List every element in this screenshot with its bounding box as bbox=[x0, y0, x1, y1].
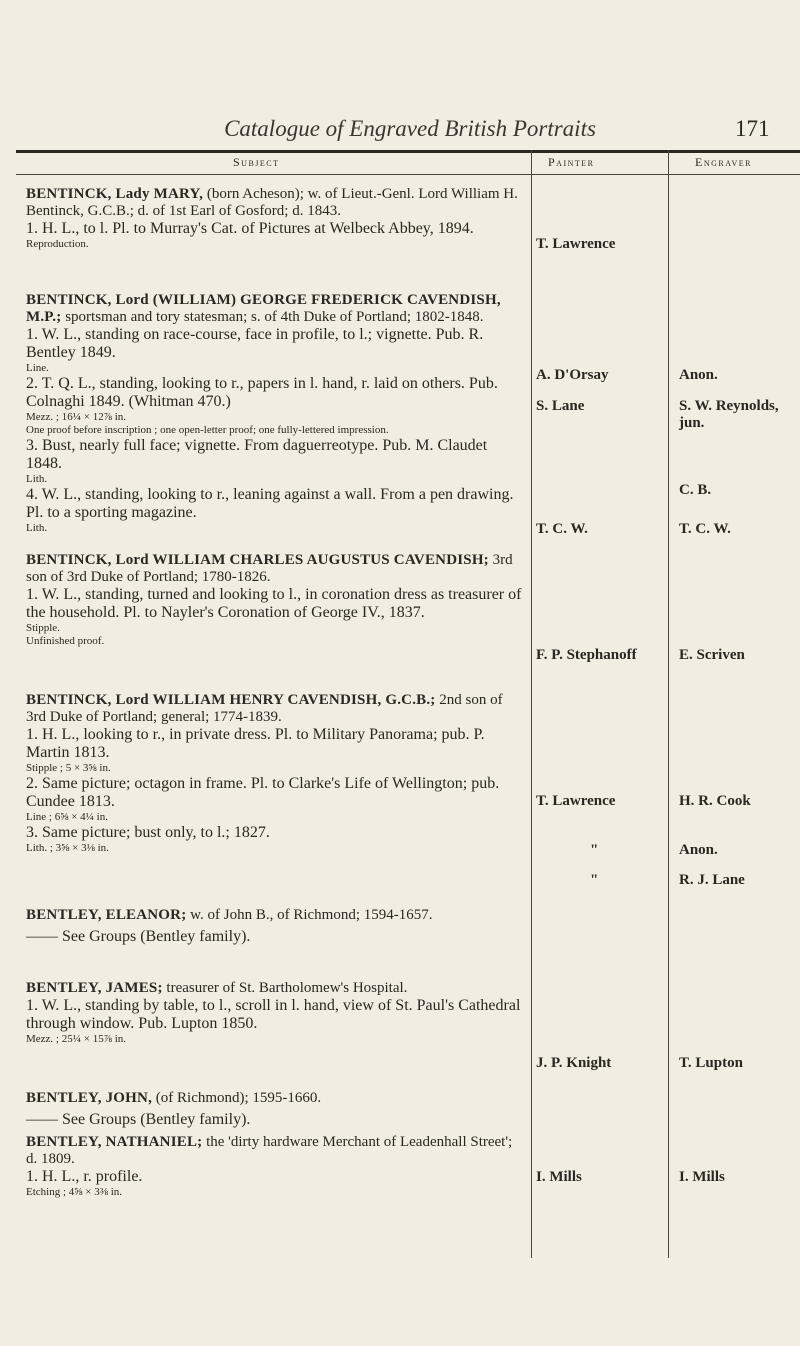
entry-nathaniel bbox=[26, 1134, 526, 1199]
item-note: Reproduction. bbox=[26, 238, 89, 250]
entry-henry bbox=[26, 692, 526, 855]
entry-desc: sportsman and tory statesman; s. of 4th Duke of Portland; 1802-1848. bbox=[65, 309, 484, 325]
portrait-item: 2. T. Q. L., standing, looking to r., papers in l. hand, r. laid on others. Pub. Colnaghi 1849. (Whitman 470.) bbox=[26, 375, 498, 410]
painter-cell: T. Lawrence bbox=[536, 236, 616, 252]
portrait-item: 1. W. L., standing by table, to l., scroll in l. hand, view of St. Paul's Cathedral through window. Pub. Lupton 1850. bbox=[26, 997, 521, 1032]
cross-reference: —— See Groups (Bentley family). bbox=[26, 1111, 251, 1128]
item-note: Mezz. ; 25¼ × 15⅞ in. bbox=[26, 1033, 126, 1045]
column-header-subject: Subject bbox=[233, 155, 280, 169]
cross-reference: —— See Groups (Bentley family). bbox=[26, 928, 251, 945]
portrait-item: 1. H. L., to l. Pl. to Murray's Cat. of Pictures at Welbeck Abbey, 1894. bbox=[26, 220, 474, 237]
engraver-cell: R. J. Lane bbox=[679, 872, 745, 888]
column-header-engraver: Engraver bbox=[695, 155, 752, 169]
painter-cell: T. Lawrence bbox=[536, 793, 616, 809]
entry-name: BENTINCK, Lady MARY, bbox=[26, 186, 204, 202]
item-note: Lith. bbox=[26, 473, 48, 485]
portrait-item: 1. W. L., standing on race-course, face in profile, to l.; vignette. Pub. R. Bentley 1849. bbox=[26, 326, 484, 361]
top-rule bbox=[16, 150, 800, 153]
item-note: Lith. ; 3⅝ × 3⅛ in. bbox=[26, 842, 109, 854]
item-note: Stipple ; 5 × 3⅝ in. bbox=[26, 762, 111, 774]
painter-cell: S. Lane bbox=[536, 398, 585, 414]
painter-cell-ditto: " bbox=[590, 842, 599, 858]
entry-john bbox=[26, 1090, 526, 1129]
entry-name: BENTLEY, NATHANIEL; bbox=[26, 1134, 203, 1150]
entry-desc: 2nd son of 3rd Duke of Portland; general; 1774-1839. bbox=[26, 692, 503, 725]
portrait-item: 4. W. L., standing, looking to r., leaning against a wall. From a pen drawing. Pl. to a sporting magazine. bbox=[26, 486, 514, 521]
painter-cell-ditto: " bbox=[590, 872, 599, 888]
painter-cell: T. C. W. bbox=[536, 521, 588, 537]
portrait-item: 1. H. L., r. profile. bbox=[26, 1168, 143, 1185]
column-divider-2 bbox=[668, 150, 669, 1258]
item-note: Stipple. bbox=[26, 622, 60, 634]
entry-name: BENTLEY, ELEANOR; bbox=[26, 907, 187, 923]
portrait-item: 1. H. L., looking to r., in private dress. Pl. to Military Panorama; pub. P. Martin 1813. bbox=[26, 726, 485, 761]
page-number: 171 bbox=[735, 116, 770, 141]
portrait-item: 1. W. L., standing, turned and looking to l., in coronation dress as treasurer of the household. Pl. to Nayler's Coronation of George IV., 1837. bbox=[26, 586, 522, 621]
painter-cell: J. P. Knight bbox=[536, 1055, 612, 1071]
running-title: Catalogue of Engraved British Portraits bbox=[224, 116, 596, 141]
entry-george bbox=[26, 292, 526, 535]
engraver-cell: T. C. W. bbox=[679, 521, 731, 537]
item-note: Mezz. ; 16¼ × 12⅞ in. bbox=[26, 411, 126, 423]
entry-eleanor bbox=[26, 907, 526, 946]
entry-desc: 3rd son of 3rd Duke of Portland; 1780-1826. bbox=[26, 552, 513, 585]
engraver-cell: H. R. Cook bbox=[679, 793, 751, 809]
engraver-cell: S. W. Reynolds, jun. bbox=[679, 398, 779, 431]
entry-name: BENTINCK, Lord WILLIAM HENRY CAVENDISH, G.C.B.; bbox=[26, 692, 436, 708]
painter-cell: I. Mills bbox=[536, 1169, 582, 1185]
entry-charles bbox=[26, 552, 526, 648]
engraver-cell: Anon. bbox=[679, 367, 718, 383]
portrait-item: 3. Bust, nearly full face; vignette. From daguerreotype. Pub. M. Claudet 1848. bbox=[26, 437, 488, 472]
entry-james bbox=[26, 980, 526, 1046]
painter-cell: A. D'Orsay bbox=[536, 367, 609, 383]
entry-name: BENTLEY, JOHN, bbox=[26, 1090, 153, 1106]
header-rule bbox=[16, 174, 800, 175]
item-note: Lith. bbox=[26, 522, 48, 534]
portrait-item: 2. Same picture; octagon in frame. Pl. to Clarke's Life of Wellington; pub. Cundee 1813. bbox=[26, 775, 500, 810]
item-note: One proof before inscription ; one open-letter proof; one fully-lettered impression. bbox=[26, 424, 389, 436]
entry-desc: (born Acheson); w. of Lieut.-Genl. Lord William H. Bentinck, G.C.B.; d. of 1st Earl of Gosford; d. 1843. bbox=[26, 186, 518, 219]
engraver-cell: Anon. bbox=[679, 842, 718, 858]
portrait-item: 3. Same picture; bust only, to l.; 1827. bbox=[26, 824, 270, 841]
engraver-cell: C. B. bbox=[679, 482, 712, 498]
column-header-painter: Painter bbox=[548, 155, 595, 169]
item-note: Line ; 6⅝ × 4¼ in. bbox=[26, 811, 108, 823]
entry-desc: w. of John B., of Richmond; 1594-1657. bbox=[190, 907, 433, 923]
item-note: Etching ; 4⅝ × 3⅜ in. bbox=[26, 1186, 123, 1198]
entry-name: BENTINCK, Lord (WILLIAM) GEORGE FREDERICK CAVENDISH, M.P.; bbox=[26, 292, 501, 325]
item-note: Line. bbox=[26, 362, 49, 374]
item-note: Unfinished proof. bbox=[26, 635, 105, 647]
entry-desc: treasurer of St. Bartholomew's Hospital. bbox=[166, 980, 408, 996]
engraver-cell: E. Scriven bbox=[679, 647, 745, 663]
entry-mary bbox=[26, 186, 526, 251]
column-divider-1 bbox=[531, 150, 532, 1258]
entry-name: BENTLEY, JAMES; bbox=[26, 980, 163, 996]
entry-desc: (of Richmond); 1595-1660. bbox=[155, 1090, 322, 1106]
entry-desc: the 'dirty hardware Merchant of Leadenhall Street'; d. 1809. bbox=[26, 1134, 513, 1167]
engraver-cell: T. Lupton bbox=[679, 1055, 743, 1071]
painter-cell: F. P. Stephanoff bbox=[536, 647, 637, 663]
entry-name: BENTINCK, Lord WILLIAM CHARLES AUGUSTUS CAVENDISH; bbox=[26, 552, 489, 568]
engraver-cell: I. Mills bbox=[679, 1169, 725, 1185]
